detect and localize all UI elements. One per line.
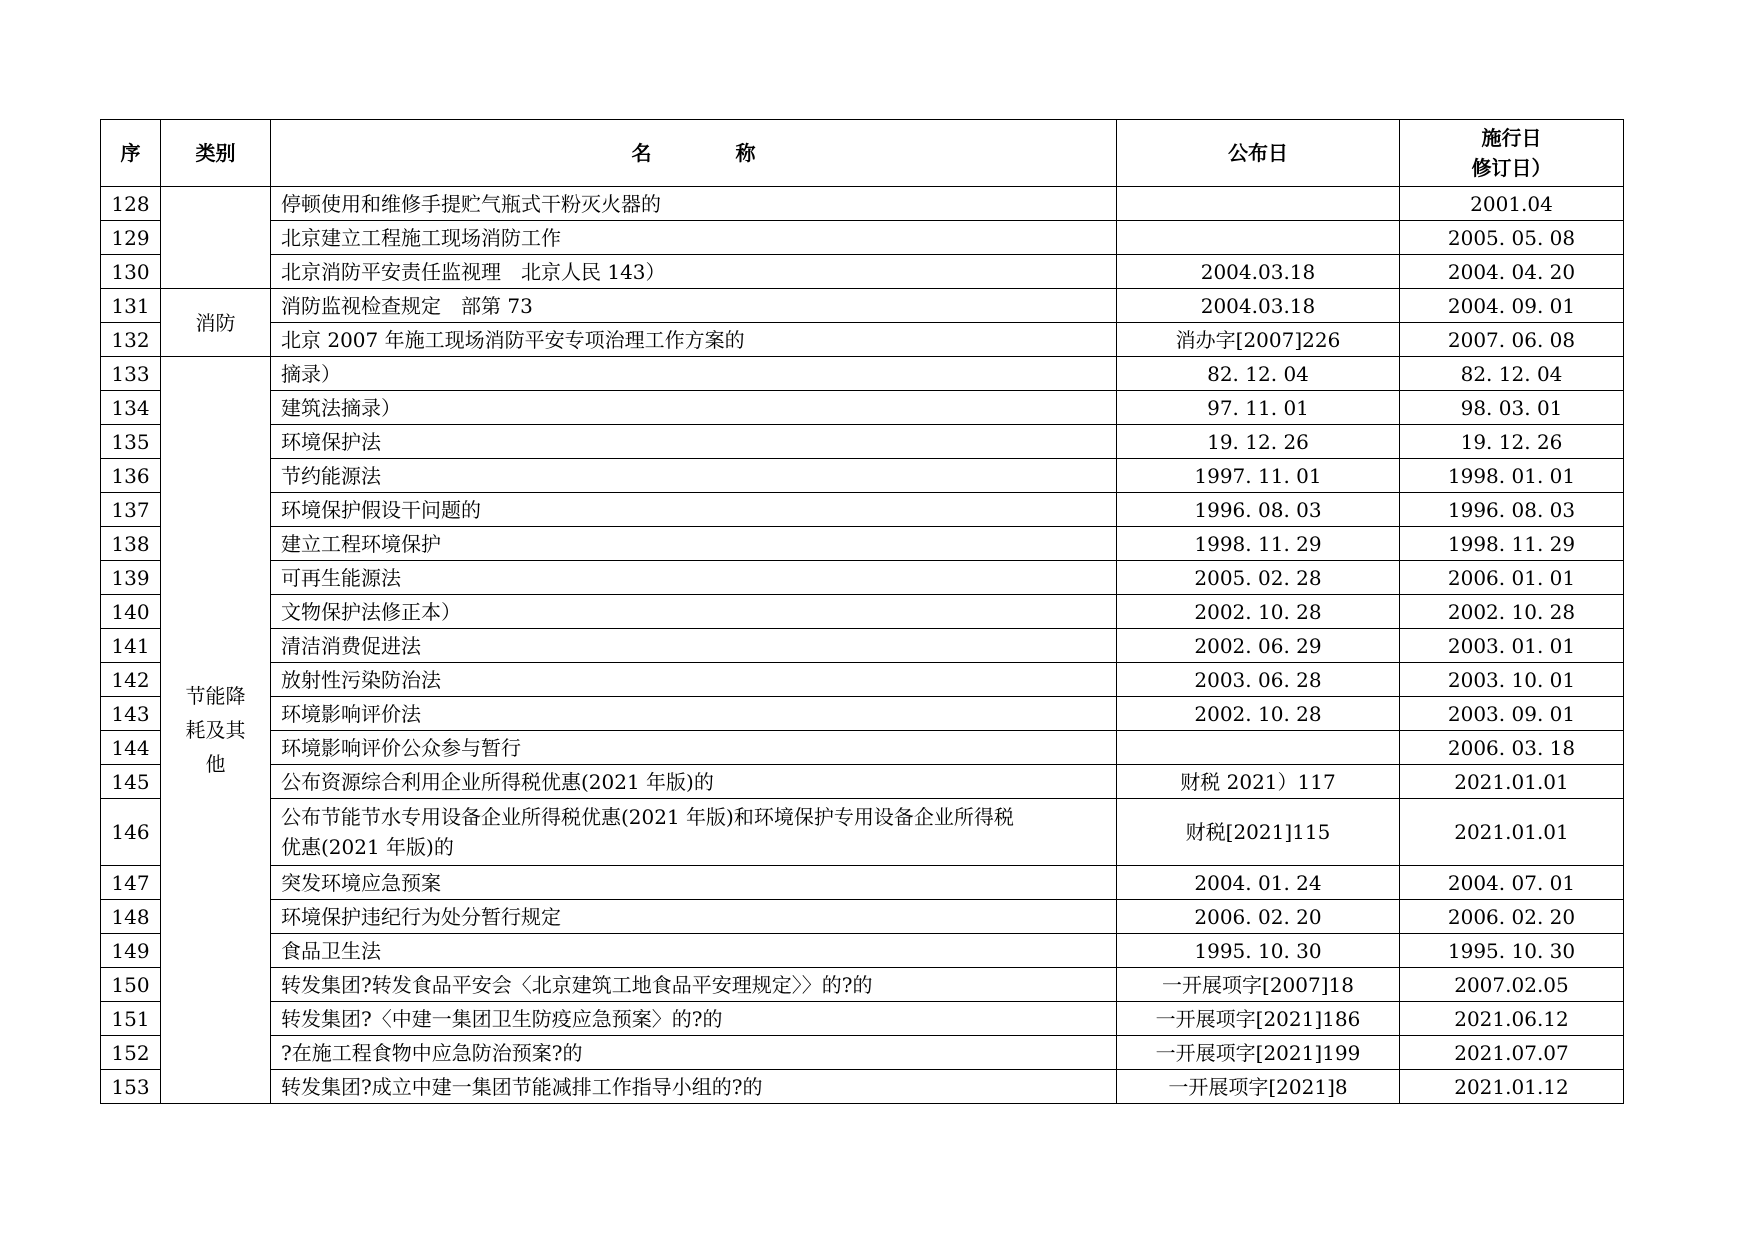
row-name: 建筑法摘录）	[271, 391, 1117, 425]
row-effective: 2002. 10. 28	[1400, 595, 1624, 629]
row-name: ?在施工程食物中应急防治预案?的	[271, 1036, 1117, 1070]
row-published: 1995. 10. 30	[1117, 934, 1400, 968]
row-effective: 2006. 03. 18	[1400, 731, 1624, 765]
row-published	[1117, 731, 1400, 765]
table-row	[101, 731, 1624, 765]
row-published	[1117, 187, 1400, 221]
row-published: 2003. 06. 28	[1117, 663, 1400, 697]
table-row	[101, 425, 1624, 459]
row-published: 2004. 01. 24	[1117, 866, 1400, 900]
row-effective: 2003. 10. 01	[1400, 663, 1624, 697]
row-published: 2002. 10. 28	[1117, 595, 1400, 629]
row-effective: 98. 03. 01	[1400, 391, 1624, 425]
category-fire: 消防	[161, 289, 271, 357]
row-published: 一开展项字[2007]18	[1117, 968, 1400, 1002]
row-name: 摘录）	[271, 357, 1117, 391]
table-row	[101, 323, 1624, 357]
row-effective: 2021.07.07	[1400, 1036, 1624, 1070]
table-row	[101, 934, 1624, 968]
row-published: 2002. 06. 29	[1117, 629, 1400, 663]
row-name: 转发集团?转发食品平安会〈北京建筑工地食品平安理规定〉〉的?的	[271, 968, 1117, 1002]
row-number: 151	[101, 1002, 161, 1036]
row-effective: 1995. 10. 30	[1400, 934, 1624, 968]
row-published: 财税[2021]115	[1117, 799, 1400, 866]
table-row	[101, 900, 1624, 934]
row-number: 129	[101, 221, 161, 255]
row-number: 147	[101, 866, 161, 900]
table-row	[101, 765, 1624, 799]
table-row	[101, 595, 1624, 629]
row-number: 143	[101, 697, 161, 731]
row-number: 146	[101, 799, 161, 866]
row-effective: 19. 12. 26	[1400, 425, 1624, 459]
row-published: 82. 12. 04	[1117, 357, 1400, 391]
row-effective: 2003. 01. 01	[1400, 629, 1624, 663]
header-name	[271, 120, 1117, 187]
table-row	[101, 1070, 1624, 1104]
row-name	[271, 799, 1117, 866]
table-row	[101, 629, 1624, 663]
table-row	[101, 663, 1624, 697]
row-effective: 2001.04	[1400, 187, 1624, 221]
row-effective: 82. 12. 04	[1400, 357, 1624, 391]
header-seq: 序	[101, 120, 161, 187]
table-row	[101, 866, 1624, 900]
table-row	[101, 187, 1624, 221]
table-row	[101, 255, 1624, 289]
category-cell-empty	[161, 187, 271, 289]
row-effective: 2021.01.12	[1400, 1070, 1624, 1104]
header-effective-line2: 修订日）	[1471, 156, 1552, 180]
category-energy-line1: 节能降	[185, 684, 246, 708]
row-number: 132	[101, 323, 161, 357]
row-name: 环境保护假设干问题的	[271, 493, 1117, 527]
row-published: 2005. 02. 28	[1117, 561, 1400, 595]
row-name: 建立工程环境保护	[271, 527, 1117, 561]
table-row	[101, 459, 1624, 493]
header-row	[101, 120, 1624, 187]
row-name: 环境影响评价公众参与暂行	[271, 731, 1117, 765]
row-published	[1117, 221, 1400, 255]
row-number: 130	[101, 255, 161, 289]
row-number: 150	[101, 968, 161, 1002]
table-row	[101, 561, 1624, 595]
row-name-line2: 优惠(2021 年版)的	[281, 835, 454, 859]
row-effective: 1998. 11. 29	[1400, 527, 1624, 561]
row-name: 消防监视检查规定 部第 73	[271, 289, 1117, 323]
header-name-right: 称	[735, 141, 756, 165]
row-number: 137	[101, 493, 161, 527]
row-published: 财税 2021）117	[1117, 765, 1400, 799]
row-published: 1996. 08. 03	[1117, 493, 1400, 527]
row-effective: 2004. 04. 20	[1400, 255, 1624, 289]
row-published: 2006. 02. 20	[1117, 900, 1400, 934]
row-number: 136	[101, 459, 161, 493]
row-published: 97. 11. 01	[1117, 391, 1400, 425]
row-effective: 2021.01.01	[1400, 765, 1624, 799]
row-name: 环境影响评价法	[271, 697, 1117, 731]
header-published: 公布日	[1117, 120, 1400, 187]
row-name: 节约能源法	[271, 459, 1117, 493]
table-row	[101, 357, 1624, 391]
row-effective: 2006. 01. 01	[1400, 561, 1624, 595]
table-row	[101, 391, 1624, 425]
row-name: 食品卫生法	[271, 934, 1117, 968]
category-energy	[161, 357, 271, 1104]
row-name: 可再生能源法	[271, 561, 1117, 595]
table-row	[101, 799, 1624, 866]
row-published: 2002. 10. 28	[1117, 697, 1400, 731]
header-effective-line1: 施行日	[1481, 126, 1542, 150]
row-number: 144	[101, 731, 161, 765]
row-name: 环境保护违纪行为处分暂行规定	[271, 900, 1117, 934]
row-name: 环境保护法	[271, 425, 1117, 459]
table-row	[101, 221, 1624, 255]
row-effective: 1998. 01. 01	[1400, 459, 1624, 493]
row-number: 152	[101, 1036, 161, 1070]
row-name: 公布资源综合利用企业所得税优惠(2021 年版)的	[271, 765, 1117, 799]
row-effective: 2004. 07. 01	[1400, 866, 1624, 900]
row-number: 153	[101, 1070, 161, 1104]
row-published: 1998. 11. 29	[1117, 527, 1400, 561]
header-category: 类别	[161, 120, 271, 187]
row-number: 133	[101, 357, 161, 391]
row-number: 140	[101, 595, 161, 629]
row-number: 145	[101, 765, 161, 799]
table-row	[101, 1002, 1624, 1036]
category-energy-line2: 耗及其	[185, 718, 246, 742]
row-effective: 2003. 09. 01	[1400, 697, 1624, 731]
row-number: 131	[101, 289, 161, 323]
row-number: 141	[101, 629, 161, 663]
row-published: 19. 12. 26	[1117, 425, 1400, 459]
row-name: 突发环境应急预案	[271, 866, 1117, 900]
table-row	[101, 289, 1624, 323]
row-number: 139	[101, 561, 161, 595]
row-name: 放射性污染防治法	[271, 663, 1117, 697]
row-effective: 2021.01.01	[1400, 799, 1624, 866]
row-published: 1997. 11. 01	[1117, 459, 1400, 493]
table-row	[101, 968, 1624, 1002]
table-row	[101, 527, 1624, 561]
row-published: 一开展项字[2021]186	[1117, 1002, 1400, 1036]
row-number: 128	[101, 187, 161, 221]
row-name: 清洁消费促进法	[271, 629, 1117, 663]
row-name: 转发集团?成立中建一集团节能减排工作指导小组的?的	[271, 1070, 1117, 1104]
row-published: 2004.03.18	[1117, 289, 1400, 323]
row-effective: 2004. 09. 01	[1400, 289, 1624, 323]
row-name: 北京建立工程施工现场消防工作	[271, 221, 1117, 255]
row-number: 148	[101, 900, 161, 934]
regulations-table	[100, 119, 1624, 1104]
row-published: 消办字[2007]226	[1117, 323, 1400, 357]
table-row	[101, 1036, 1624, 1070]
header-name-left: 名	[631, 141, 652, 165]
row-effective: 1996. 08. 03	[1400, 493, 1624, 527]
row-number: 142	[101, 663, 161, 697]
row-published: 一开展项字[2021]8	[1117, 1070, 1400, 1104]
row-name-line1: 公布节能节水专用设备企业所得税优惠(2021 年版)和环境保护专用设备企业所得税	[281, 805, 1014, 829]
header-effective	[1400, 120, 1624, 187]
row-effective: 2007.02.05	[1400, 968, 1624, 1002]
row-effective: 2007. 06. 08	[1400, 323, 1624, 357]
row-published: 一开展项字[2021]199	[1117, 1036, 1400, 1070]
row-effective: 2005. 05. 08	[1400, 221, 1624, 255]
row-name: 北京消防平安责任监视理 北京人民 143）	[271, 255, 1117, 289]
row-name: 停顿使用和维修手提贮气瓶式干粉灭火器的	[271, 187, 1117, 221]
row-number: 135	[101, 425, 161, 459]
table-row	[101, 697, 1624, 731]
row-published: 2004.03.18	[1117, 255, 1400, 289]
row-effective: 2021.06.12	[1400, 1002, 1624, 1036]
row-number: 149	[101, 934, 161, 968]
row-effective: 2006. 02. 20	[1400, 900, 1624, 934]
category-energy-line3: 他	[205, 752, 226, 776]
row-name: 文物保护法修正本）	[271, 595, 1117, 629]
table-row	[101, 493, 1624, 527]
row-name: 转发集团?〈中建一集团卫生防疫应急预案〉的?的	[271, 1002, 1117, 1036]
row-number: 134	[101, 391, 161, 425]
row-number: 138	[101, 527, 161, 561]
row-name: 北京 2007 年施工现场消防平安专项治理工作方案的	[271, 323, 1117, 357]
